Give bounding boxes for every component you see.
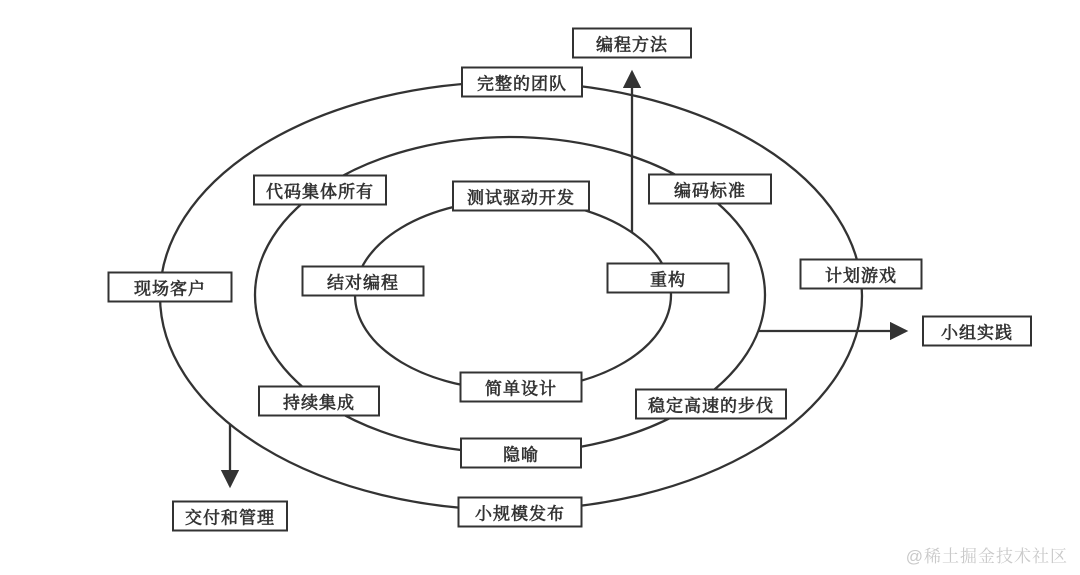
node-delivery-management: 交付和管理	[172, 501, 288, 532]
node-sustainable-pace: 稳定高速的步伐	[635, 389, 787, 420]
node-whole-team: 完整的团队	[461, 67, 583, 98]
watermark: @稀土掘金技术社区	[905, 547, 1068, 566]
node-simple-design: 简单设计	[460, 372, 583, 403]
node-planning-game: 计划游戏	[800, 259, 923, 290]
node-collective-code-ownership: 代码集体所有	[253, 175, 387, 206]
node-refactoring: 重构	[607, 263, 730, 294]
node-metaphor: 隐喻	[460, 438, 582, 469]
node-small-releases: 小规模发布	[458, 497, 583, 528]
node-test-driven-development: 测试驱动开发	[452, 181, 590, 212]
node-pair-programming: 结对编程	[302, 266, 425, 297]
node-coding-standard: 编码标准	[648, 174, 772, 205]
node-group-practice: 小组实践	[922, 316, 1032, 347]
node-programming-method: 编程方法	[572, 28, 692, 59]
node-onsite-customer: 现场客户	[108, 272, 233, 303]
node-continuous-integration: 持续集成	[258, 386, 380, 417]
